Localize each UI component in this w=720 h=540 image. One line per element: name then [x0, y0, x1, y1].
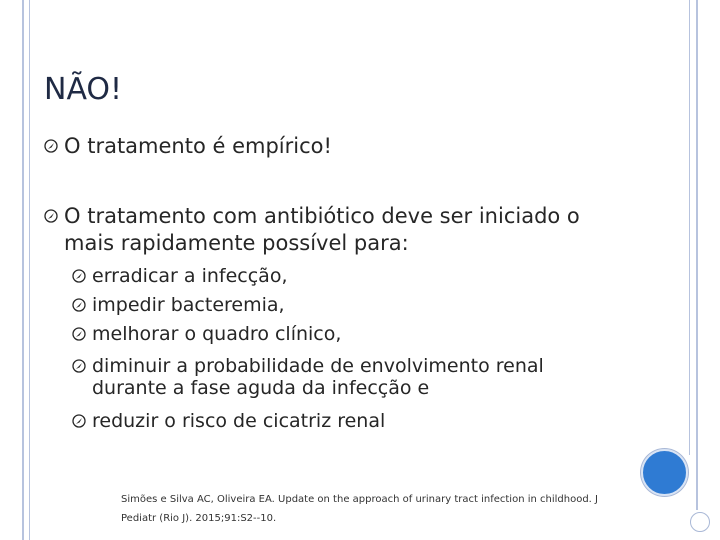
sub-bullet-1-text: erradicar a infecção, [92, 265, 288, 287]
frame-line-left-inner [29, 0, 30, 540]
sub-bullet-5 [72, 410, 617, 432]
sub-bullet-4 [72, 355, 617, 399]
sub-bullet-3-text: melhorar o quadro clínico, [92, 323, 342, 345]
compass-arrow-icon [72, 327, 86, 341]
compass-arrow-icon [72, 414, 86, 428]
sub-bullet-2 [72, 294, 617, 316]
bullet-2-text: O tratamento com antibiótico deve ser iniciado o mais rapidamente possível para: [64, 204, 580, 255]
frame-line-right-inner [689, 0, 690, 455]
compass-arrow-icon [72, 359, 86, 373]
frame-line-right-outer [696, 0, 698, 510]
compass-arrow-icon [72, 269, 86, 283]
bullet-1-text: O tratamento é empírico! [64, 134, 332, 158]
sub-bullet-2-text: impedir bacteremia, [92, 294, 285, 316]
sub-bullet-4-text: diminuir a probabilidade de envolvimento renal durante a fase aguda da infecção e [92, 355, 544, 399]
bullet-2 [44, 203, 604, 257]
decorative-circle-large [641, 449, 688, 496]
bullet-1 [44, 133, 604, 160]
compass-arrow-icon [72, 298, 86, 312]
sub-bullet-5-text: reduzir o risco de cicatriz renal [92, 410, 386, 432]
sub-bullet-3 [72, 323, 617, 345]
compass-arrow-icon [44, 209, 58, 223]
slide-title: NÃO! [44, 72, 123, 107]
compass-arrow-icon [44, 139, 58, 153]
decorative-circle-small [690, 512, 710, 532]
sub-bullet-1 [72, 265, 617, 287]
citation: Simões e Silva AC, Oliveira EA. Update on the approach of urinary tract infection in childhood. J Pediatr (Rio J). 2015;91:S2--10. [121, 494, 598, 524]
frame-line-left-outer [22, 0, 24, 540]
